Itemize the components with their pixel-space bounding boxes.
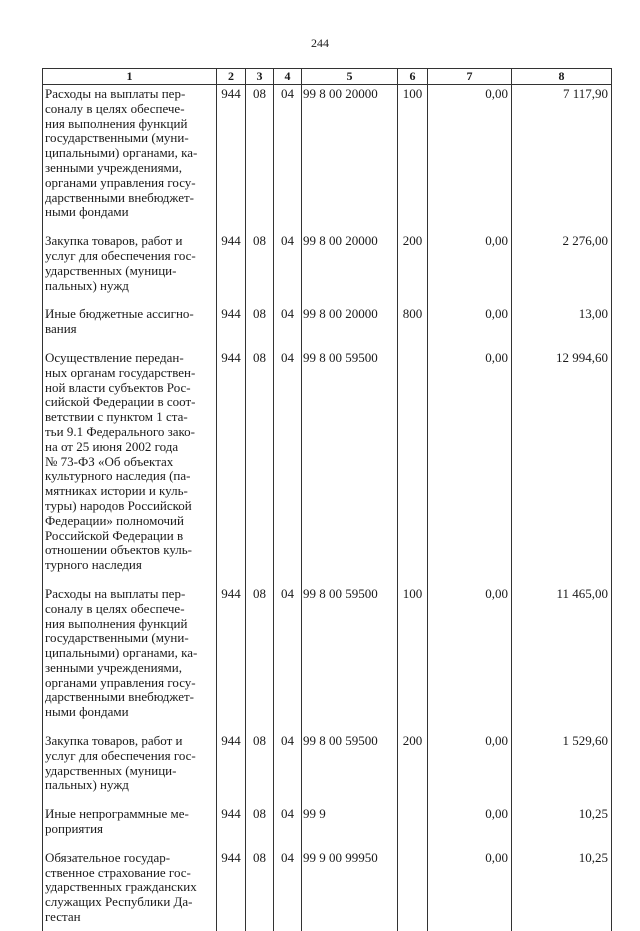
- row-section-code: 08: [246, 732, 274, 805]
- row-name-cell: [43, 85, 217, 233]
- row-expense-type: [398, 805, 428, 849]
- row-subsection-code: 04: [274, 232, 302, 305]
- header-col-5: 5: [302, 69, 398, 85]
- row-expense-type: 200: [398, 732, 428, 805]
- row-name: Расходы на выплаты пер- соналу в целях обеспече- ния выполнения функций государственными (муни- ципальными) органами, ка- зенными учреждениями, органами управления госу- дарственными внебюджет- ными фондами: [45, 585, 198, 720]
- row-amount-col8: 12 994,60: [512, 349, 612, 585]
- row-amount-col7: 0,00: [428, 85, 512, 233]
- row-amount-col8: 1 529,60: [512, 732, 612, 805]
- row-ministry-code: 944: [217, 349, 246, 585]
- row-name-cell: [43, 805, 217, 849]
- header-row: [43, 69, 612, 85]
- row-section-code: 08: [246, 805, 274, 849]
- row-subsection-code: 04: [274, 732, 302, 805]
- row-section-code: 08: [246, 85, 274, 233]
- row-name: Закупка товаров, работ и услуг для обеспечения гос- ударственных (муници- пальных) нужд: [45, 733, 196, 793]
- table-row: [43, 849, 612, 931]
- row-expense-type: 100: [398, 85, 428, 233]
- row-amount-col8: 11 465,00: [512, 585, 612, 732]
- header-col-7: 7: [428, 69, 512, 85]
- row-name: Расходы на выплаты пер- соналу в целях обеспече- ния выполнения функций государственными (муни- ципальными) органами, ка- зенными учреждениями, органами управления госу- дарственными внебюджет- ными фондами: [45, 86, 198, 220]
- header-col-4: 4: [274, 69, 302, 85]
- row-name: Иные непрограммные ме- роприятия: [45, 806, 189, 837]
- row-expense-type: [398, 349, 428, 585]
- row-amount-col7: 0,00: [428, 732, 512, 805]
- row-subsection-code: 04: [274, 585, 302, 732]
- row-subsection-code: 04: [274, 805, 302, 849]
- row-ministry-code: 944: [217, 232, 246, 305]
- row-target-article: 99 8 00 20000: [302, 232, 398, 305]
- row-expense-type: 200: [398, 232, 428, 305]
- row-target-article: 99 8 00 59500: [302, 732, 398, 805]
- row-target-article: 99 9 00 99950: [302, 849, 398, 931]
- row-target-article: 99 8 00 20000: [302, 85, 398, 233]
- row-target-article: 99 8 00 20000: [302, 305, 398, 349]
- row-ministry-code: 944: [217, 585, 246, 732]
- header-col-1: 1: [43, 69, 217, 85]
- row-expense-type: [398, 849, 428, 931]
- table-row: [43, 349, 612, 585]
- row-name-cell: [43, 585, 217, 732]
- row-amount-col8: 10,25: [512, 849, 612, 931]
- header-col-3: 3: [246, 69, 274, 85]
- row-name: Осуществление передан- ных органам государствен- ной власти субъектов Рос- сийской Федерации в соот- ветствии с пунктом 1 ста- тьи 9.1 Федерального зако- на от 25 июня 2002 года № 73-ФЗ «Об объектах культурного наследия (па- мятниках истории и куль- туры) народов Российской Федерации» полномочий Российской Федерации в отношении объектов куль- турного наследия: [45, 349, 196, 573]
- row-ministry-code: 944: [217, 805, 246, 849]
- table-row: [43, 585, 612, 732]
- header-col-8: 8: [512, 69, 612, 85]
- row-ministry-code: 944: [217, 849, 246, 931]
- row-name: Иные бюджетные ассигно- вания: [45, 306, 194, 337]
- row-expense-type: 800: [398, 305, 428, 349]
- row-amount-col7: 0,00: [428, 232, 512, 305]
- row-amount-col8: 10,25: [512, 805, 612, 849]
- table-row: [43, 305, 612, 349]
- row-target-article: 99 8 00 59500: [302, 349, 398, 585]
- table-row: [43, 232, 612, 305]
- row-section-code: 08: [246, 305, 274, 349]
- row-section-code: 08: [246, 849, 274, 931]
- row-amount-col7: 0,00: [428, 585, 512, 732]
- row-amount-col7: 0,00: [428, 349, 512, 585]
- budget-table: [42, 68, 612, 931]
- row-expense-type: 100: [398, 585, 428, 732]
- row-ministry-code: 944: [217, 732, 246, 805]
- header-col-2: 2: [217, 69, 246, 85]
- table-row: [43, 805, 612, 849]
- row-amount-col8: 7 117,90: [512, 85, 612, 233]
- table-row: [43, 85, 612, 233]
- row-ministry-code: 944: [217, 85, 246, 233]
- row-amount-col7: 0,00: [428, 805, 512, 849]
- header-col-6: 6: [398, 69, 428, 85]
- row-name-cell: [43, 849, 217, 931]
- row-subsection-code: 04: [274, 849, 302, 931]
- table-row: [43, 732, 612, 805]
- page-number: 244: [311, 36, 329, 50]
- row-amount-col8: 13,00: [512, 305, 612, 349]
- row-target-article: 99 9: [302, 805, 398, 849]
- row-name: Обязательное государ- ственное страхование гос- ударственных гражданских служащих Республики Да- гестан: [45, 849, 197, 925]
- row-subsection-code: 04: [274, 305, 302, 349]
- row-name-cell: [43, 232, 217, 305]
- row-amount-col7: 0,00: [428, 305, 512, 349]
- row-amount-col8: 2 276,00: [512, 232, 612, 305]
- row-section-code: 08: [246, 232, 274, 305]
- row-name-cell: [43, 732, 217, 805]
- row-section-code: 08: [246, 349, 274, 585]
- row-ministry-code: 944: [217, 305, 246, 349]
- row-amount-col7: 0,00: [428, 849, 512, 931]
- row-name-cell: [43, 305, 217, 349]
- row-name: Закупка товаров, работ и услуг для обеспечения гос- ударственных (муници- пальных) нужд: [45, 233, 196, 293]
- row-section-code: 08: [246, 585, 274, 732]
- row-subsection-code: 04: [274, 85, 302, 233]
- row-target-article: 99 8 00 59500: [302, 585, 398, 732]
- row-name-cell: [43, 349, 217, 585]
- row-subsection-code: 04: [274, 349, 302, 585]
